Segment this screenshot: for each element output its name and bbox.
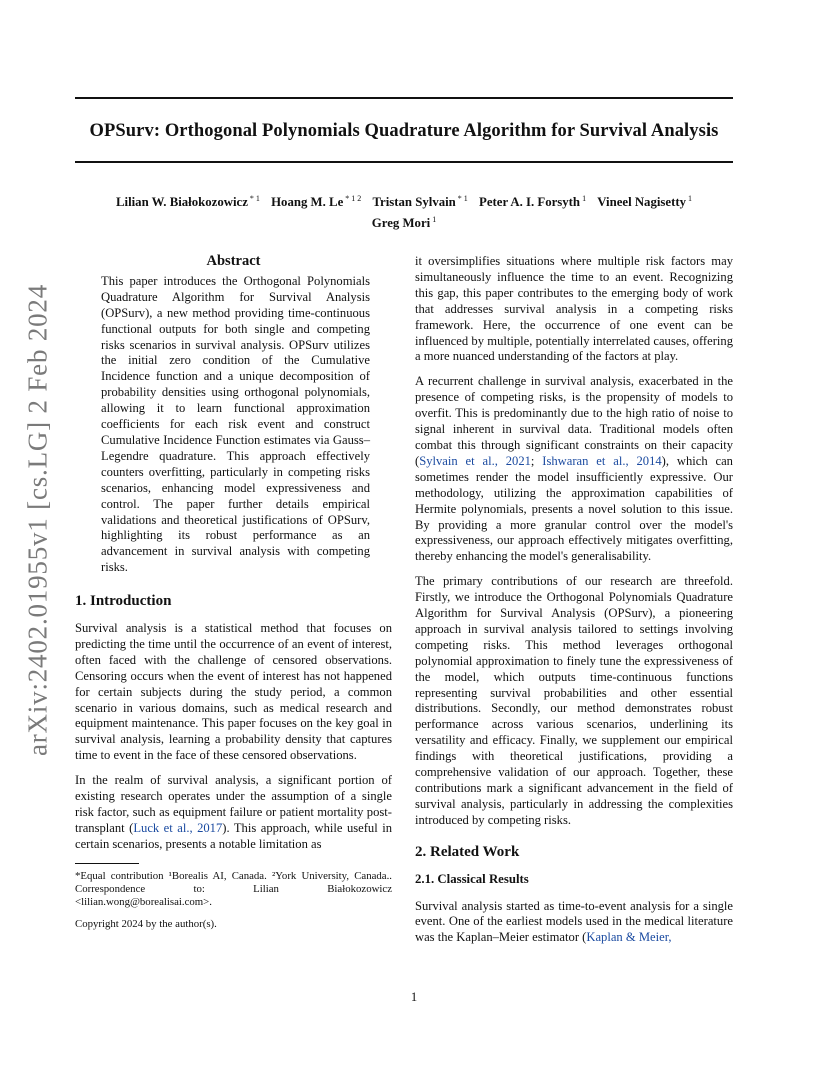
author: Vineel Nagisetty $^1$: [597, 194, 692, 209]
author: Lilian W. Białokozowicz $^{* 1}$: [115, 194, 260, 209]
paper-title: OPSurv: Orthogonal Polynomials Quadrature Algorithm for Survival Analysis: [89, 121, 719, 141]
citation-link[interactable]: Luck et al., 2017: [133, 820, 223, 835]
left-column: [75, 254, 392, 940]
top-rule: [75, 97, 733, 99]
abstract-text: This paper introduces the Orthogonal Polynomials Quadrature Algorithm for Survival Analysis (OPSurv), a new method providing time-continuous functional outputs for both single and competing risks scenarios in survival analysis. OPSurv utilizes the initial zero condition of the Cumulative Incidence function and a unique decomposition of probability densities using orthogonal polynomials, allowing it to learn functional approximation coefficients for each risk event and construct Cumulative Incidence Function estimates via Gauss–Legendre quadrature. This approach effectively counters overfitting, particularly in competing risks scenarios, enhancing model expressiveness and control. The paper further details empirical validations and theoretical justifications of OPSurv, highlighting its robust performance as an advancement in survival analysis with competing risks.: [101, 273, 370, 575]
author-list: [75, 190, 733, 232]
author: Tristan Sylvain $^{* 1}$: [372, 194, 468, 209]
intro-paragraph-2: In the realm of survival analysis, a significant portion of existing research operates under the assumption of a single risk factor, such as equipment failure or patient mortality post-transplant (Luck et al., 2017). This approach, while useful in certain scenarios, presents a notable limitation as: [75, 773, 392, 851]
author: Hoang M. Le $^{* 1 2}$: [271, 194, 362, 209]
arxiv-identifier: arXiv:2402.01955v1 [cs.LG] 2 Feb 2024: [22, 283, 53, 757]
intro-paragraph-1: Survival analysis is a statistical method that focuses on predicting the time until the occurrence of an event of interest, often faced with the challenge of censored observations. Censoring occurs when the event of interest has not happened for certain subjects during the study period, a common scenario in various domains, such as medical research and equipment maintenance. This paper focuses on the key goal in survival analysis, learning a probability density that captures time to event in the face of these censored observations.: [75, 621, 392, 763]
footnote: *Equal contribution ¹Borealis AI, Canada. ²York University, Canada.. Correspondence to: Lilian Białokozowicz <lilian.wong@borealisai.com>.: [75, 869, 392, 908]
citation-link[interactable]: Ishwaran et al., 2014: [542, 453, 662, 468]
contributions-paragraph: The primary contributions of our research are threefold. Firstly, we introduce the Orthogonal Polynomials Quadrature Algorithm for Survival Analysis (OPSurv), a pioneering approach in survival analysis tailored to settings involving competing risks. This method leverages orthogonal polynomial approximation to finely tune the expressiveness of the model, which outputs time-continuous functions representing survival probabilities and other essential distributions. Secondly, our method demonstrates robust performance across various scenarios, underlining its versatility and efficacy. Finally, we supplement our empirical findings with theoretical justifications, providing a comprehensive validation of our approach. Together, these contributions mark a significant advancement in the field of survival analysis, particularly in addressing the complexities introduced by competing risks.: [415, 574, 733, 827]
right-paragraph-1: it oversimplifies situations where multiple risk factors may simultaneously influence the time to an event. Recognizing this gap, this paper contributes to the emerging body of work that addresses survival analysis in a competing risks framework. Here, the occurrence of one event can be influenced by multiple, potentially interrelated causes, offering a more nuanced understanding of the factors at play.: [415, 254, 733, 364]
title-bottom-rule: [75, 161, 733, 163]
citation-link[interactable]: Kaplan & Meier,: [586, 930, 672, 945]
footnote-rule: [75, 863, 139, 864]
author: Greg Mori $^1$: [371, 215, 437, 230]
section-heading-introduction: 1. Introduction: [75, 593, 172, 610]
subsection-heading-classical-results: 2.1. Classical Results: [415, 871, 529, 886]
author: Peter A. I. Forsyth $^1$: [479, 194, 587, 209]
abstract-heading: Abstract: [206, 253, 261, 269]
right-column: [415, 254, 733, 955]
section-heading-related-work: 2. Related Work: [415, 843, 520, 860]
right-paragraph-2: A recurrent challenge in survival analysis, exacerbated in the presence of competing risks, is the propensity of models to overfit. This is predominantly due to the high ratio of noise to signal inherent in survival data. Traditional models often combat this through significant constraints on their capacity (Sylvain et al., 2021; Ishwaran et al., 2014), which can sometimes render the model insufficiently expressive. Our methodology, utilizing the approximation capabilities of Hermite polynomials, presents a novel solution to this issue. By providing a more granular control over the model's expressiveness, our approach effectively mitigates overfitting, thereby enhancing the model's generalisability.: [415, 374, 733, 564]
copyright-notice: Copyright 2024 by the author(s).: [75, 917, 217, 930]
citation-link[interactable]: Sylvain et al., 2021: [419, 453, 531, 468]
classical-paragraph: Survival analysis started as time-to-event analysis for a single event. One of the earliest models used in the medical literature was the Kaplan–Meier estimator (Kaplan & Meier,: [415, 898, 733, 945]
page-number: 1: [410, 990, 418, 1004]
